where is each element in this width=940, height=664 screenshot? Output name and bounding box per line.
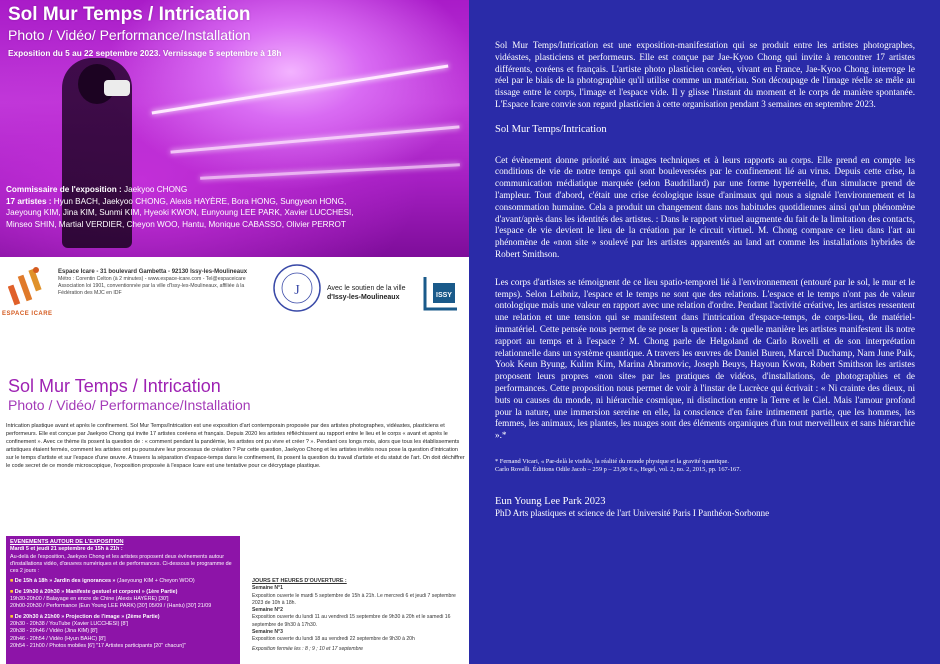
- event-subitem: 20h54 - 21h00 / Photos mobiles [6'] "17 Artistes participants [20'' chacun]": [10, 642, 186, 649]
- essay-footnote: [495, 458, 915, 475]
- flyer-intro-text: Intrication plastique avant et après le confinement. Sol Mur Temps/Intrication est une exposition d'art contemporain proposée par des artistes photographes, vidéastes, plasticiens et performeurs. Elle est conçue par Jaekyoo Chong qui invite 17 artistes coréens et français. Depuis 2020 les artistes réfléchissent au rapport entre le lieu et le corps « avant et après le confinement ». Avec ce thème ils posent la question de : « comment pendant la pandémie, les artistes ont pu vivre et créer ? ». Pendant ces longs mois, alors que tous les établissements artistiques étaient fermés, comment les artistes ont pu poursuivre leur processus de création ? Par cette question, Jaekyoo Chong et les artistes invités nous pose la question d'intrication sur le temps d'artiste et sur l'espace d'une œuvre. A travers la séparation d'espace-temps dans le confinement, ils posent la question du travail d'artiste et du statut de l'art. On doit déchiffrer le code secret de ce monde microscopique, l'exposition proposée à l'espace Icare est une tentative pour ce décryptage plastique.: [6, 423, 465, 469]
- bullet-icon: ■: [10, 588, 15, 595]
- events-description: Au-delà de l'exposition, Jaekyoo Chong et les artistes proposent deux événements autour d'installations vidéo, d'œuvres numériques et de performances. Ci-dessous le programme de ces 2 jours :: [10, 553, 232, 575]
- event-subitem: 19h30-20h00 / Balayage en encre de Chine (Alexis HAYÈRE) [30']: [10, 596, 169, 603]
- week-label: Semaine N°3: [252, 629, 283, 636]
- svg-text:J: J: [294, 283, 300, 298]
- event-item: De 19h30 à 20h30 » Manifeste gestuel et corporel » (1ère Partie): [14, 588, 178, 595]
- week-text: Exposition ouverte le mardi 5 septembre de 15h à 21h. Le mercredi 6 et jeudi 7 septembre 2023 de 10h à 18h.: [252, 592, 456, 606]
- light-bar: [200, 163, 460, 180]
- address-line: Métro : Corentin Celton (à 2 minutes) - www.espace-icare.com - Tel@espaceicare: [58, 276, 246, 282]
- event-subitem: 20h38 - 20h46 / Vidéo (Jina KIM) [8']: [10, 628, 98, 635]
- artists-label: 17 artistes :: [6, 196, 54, 206]
- poster-credits: [6, 184, 376, 230]
- poster-title: Sol Mur Temps / Intrication: [8, 4, 251, 25]
- essay-section-title: Sol Mur Temps/Intrication: [495, 123, 607, 135]
- week-text: Exposition ouverte du lundi 18 au vendredi 22 septembre de 9h30 à 20h: [252, 636, 415, 643]
- city-support-text: [327, 284, 405, 302]
- hours-heading: JOURS ET HEURES D'OUVERTURE :: [252, 578, 347, 584]
- exhibition-flyer: [0, 336, 469, 664]
- footnote-line: * Fernand Vicari, « Par-delà le visible, la réalité du monde physique et la gravité quantique.: [495, 457, 729, 465]
- flyer-subtitle: Photo / Vidéo/ Performance/Installation: [8, 397, 251, 413]
- poster-subtitle: Photo / Vidéo/ Performance/Installation: [8, 27, 251, 43]
- events-dates: Mardi 5 et jeudi 21 septembre de 15h à 21h :: [10, 546, 123, 553]
- issy-city-logo-icon: [419, 273, 463, 313]
- espace-icare-name: ESPACE ICARE: [2, 311, 53, 317]
- address-line: Espace Icare - 31 boulevard Gambetta - 92130 Issy-les-Moulineaux: [58, 269, 248, 275]
- poster-footer: [0, 257, 469, 336]
- essay-paragraph: Cet évènement donne priorité aux images techniques et à leurs rapports au corps. Elle prend en compte les conditions de vie de notre temps qui sont bouleversées par le confinement lié au virus. Depuis cette crise, la communication médiatique marquée (selon Baudrillard) par une forme hyperréelle, d'un simulacre prend de l'ampleur. Tout d'abord, c'était une crise écologique issue d'animaux qui nous a signalé l'environnement et la consommation humaine. Cela a produit un changement dans nos habitudes quotidiennes ainsi qu'un phénomène d'avant/après dans les identités des artistes. : Dans le rapport virtuel augmente du fait de la limitation des contacts, l'espace de vie devient le lieu de la création par le circuit virtuel. M. Chong compare ce lieu dans l'art au phénomène de «non site » soulevé par les artistes apparentés au land art comme les installations hybrides de Robert Smithson.: [495, 154, 915, 259]
- event-item: De 15h à 18h » Jardin des ignorances »: [14, 578, 116, 585]
- poster-dates: Exposition du 5 au 22 septembre 2023. Vernissage 5 septembre à 18h: [8, 48, 282, 58]
- curator-name: Jaekyoo CHONG: [123, 185, 188, 194]
- bullet-icon: ■: [10, 578, 15, 585]
- essay-paragraph: Les corps d'artistes se témoignent de ce lieu spatio-temporel lié à l'environnement (entouré par le sol, le mur et le temps). Selon Leibniz, l'espace et le temps ne sont que des relations. L'espace et le temps n'ont pas de valeur ontologique mais une valeur en rapport avec une relation d'ordre. Pendant l'activité créative, les artistes ressentent une relation et une tension qui se manifestent dans l'intrication d'espace-temps, de corps-lieu, de matériel- immatériel. Cette pensée nous permet de se poser la question : de quelle manière les artistes manifestent ils notre rapport au temps et à l'espace ? M. Chong parle de Helgoland de Carlo Rovelli et de son interprétation relationnelle dans un système quantique. A travers les œuvres de Daniel Buren, Marcel Duchamp, Nam June Paik, Yook Keun Byung, Kulim Kim, Marina Abramovic, Joseph Beuys, Hayoun Kwon, Robert Smithson les artistes proposent leurs propres «non site» par les pratiques de vidéos, d'installations, de photographies et de performances. Cette proposition nous permet de voir à l'instar de Lucrèce qui écrivait : « Ni crainte des dieux, ni buts ou causes du monde, ni hiérarchie cosmique, ni distinction entre la Terre et le Ciel. Mais l'amour profond pour la nature, une immersion sereine en elle, la conscience d'en faire intimement partie, que les hommes, les femmes, les animaux, les plantes, les nuages sont des éléments organiques d'un tout merveilleux et sans hiérarchie ».*: [495, 276, 915, 441]
- event-note: (Jaeyoung KIM + Cheyon WOO): [116, 578, 195, 585]
- week-label: Semaine N°1: [252, 585, 283, 592]
- footnote-line: Carlo Rovelli. Éditions Odile Jacob – 259 p – 23,90 € », Hegel, vol. 2, no. 2, 2015, pp. 167-167.: [495, 466, 742, 474]
- event-subitem: 20h46 - 20h54 / Vidéo (Hyun BAHC) [8']: [10, 635, 106, 642]
- essay-text: [495, 40, 915, 519]
- exhibition-photo: [0, 0, 469, 257]
- week-text: Exposition ouverte du lundi 11 au vendredi 15 septembre de 9h30 à 20h et le samedi 16 septembre de 9h30 à 17h30.: [252, 614, 451, 628]
- curator-label: Commissaire de l'exposition :: [6, 185, 124, 194]
- week-label: Semaine N°2: [252, 607, 283, 614]
- exhibition-poster: [0, 0, 469, 336]
- essay-author: Eun Young Lee Park 2023: [495, 495, 606, 507]
- address-line: Association loi 1901, conventionnée par la ville d'Issy-les-Moulineaux, affiliée à la Fédération des MJC en IDF: [58, 283, 245, 296]
- bullet-icon: ■: [10, 613, 15, 620]
- event-subitem: 20h30 - 20h38 / YouTube (Xavier LUCCHESI) [8']: [10, 620, 128, 627]
- support-label: Avec le soutien de la ville: [327, 285, 406, 292]
- opening-hours: [252, 578, 466, 653]
- espace-icare-logo-icon: [8, 265, 44, 311]
- events-box: [6, 536, 240, 664]
- closed-days: Exposition fermée les : 8 ; 9 ; 10 et 17 septembre: [252, 645, 363, 652]
- events-heading: EVENEMENTS AUTOUR DE L'EXPOSITION: [10, 539, 124, 545]
- light-bar: [170, 125, 459, 153]
- essay-paragraph: Sol Mur Temps/Intrication est une exposition-manifestation qui se produit entre les artistes photographes, vidéastes, plasticiens et performeurs. Elle est conçue par Jae-Kyoo Chong qui invite à rencontrer 17 artistes différents, coréens et français. L'artiste photo plasticien coréen, vivant en France, Jae-Kyoo Chong interroge le réel par le biais de la photographie qu'il utilise comme un matériau. Son découpage de l'image réelle se mêle au tissage entre le corps, l'image et l'espace vide. Il y glisse l'instant du moment et le corps de manière spontanée. L'Espace Icare convie son regard plasticien à cette organisation pendant 3 semaines en septembre 2023.: [495, 40, 915, 109]
- issy-logo-text: ISSY: [436, 292, 452, 299]
- essay-affiliation: PhD Arts plastiques et science de l'art Université Paris I Panthéon-Sorbonne: [495, 507, 770, 518]
- espace-icare-address: [58, 269, 248, 297]
- vr-headset: [104, 80, 130, 96]
- flyer-title: Sol Mur Temps / Intrication: [8, 376, 221, 396]
- support-city: d'Issy-les-Moulineaux: [327, 294, 400, 301]
- event-subitem: 20h00-20h30 / Performance (Eun Young LEE PARK) [30'] 05/09 / (Hantu) [30'] 21/09: [10, 603, 212, 610]
- association-seal-icon: [272, 263, 322, 313]
- light-bar: [152, 65, 449, 115]
- event-item: De 20h30 à 21h00 » Projection de l'image » (2ème Partie): [14, 613, 160, 620]
- artists-list: Hyun BACH, Jaekyoo CHONG, Alexis HAYÈRE, Bora HONG, Sungyeon HONG, Jaeyoung KIM, Jina KIM, Sunmi KIM, Hyeoki KWON, Eunyoung LEE PARK, Xavier LUCCHESI, Minseo SHIN, Martial VERDIER, Cheyon WOO, Hantu, Monique CABASSO, Olivier PERROT: [6, 196, 354, 229]
